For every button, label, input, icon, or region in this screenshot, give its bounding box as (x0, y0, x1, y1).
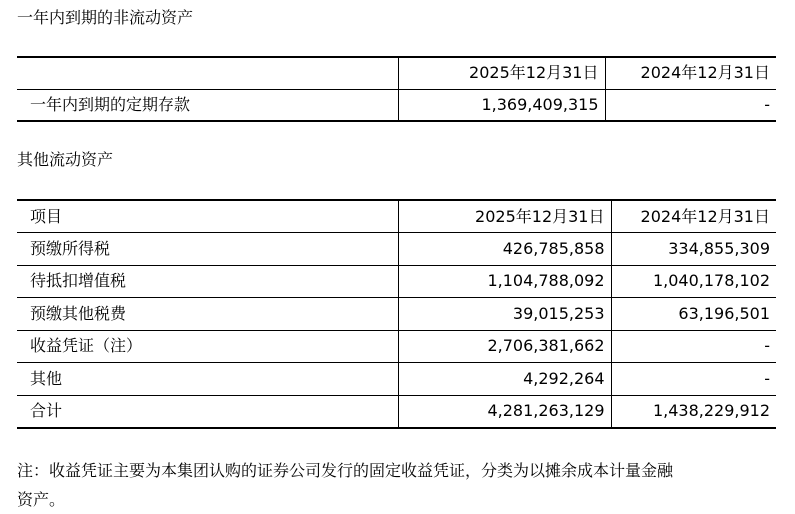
header-cell-2024: 2024年12月31日 (605, 57, 776, 89)
value-2025: 1,104,788,092 (398, 265, 611, 298)
header-cell-2024: 2024年12月31日 (611, 200, 776, 233)
table-row (17, 265, 776, 298)
table-row (17, 233, 776, 266)
value-2024: - (605, 89, 776, 121)
table-header-row (17, 57, 776, 89)
row-label: 预缴所得税 (17, 233, 398, 266)
value-2024: - (611, 363, 776, 396)
footnote-line: 资产。 (17, 490, 66, 509)
table-header-row (17, 200, 776, 233)
value-2025: 4,281,263,129 (398, 395, 611, 428)
value-2025: 1,369,409,315 (398, 89, 605, 121)
value-2024: 1,438,229,912 (611, 395, 776, 428)
section-title-noncurrent-assets-due: 一年内到期的非流动资产 (17, 8, 194, 27)
table-row (17, 330, 776, 363)
footnote-line: 注：收益凭证主要为本集团认购的证券公司发行的固定收益凭证，分类为以摊余成本计量金融 (17, 461, 674, 480)
value-2024: 63,196,501 (611, 298, 776, 331)
row-label: 收益凭证（注） (17, 330, 398, 363)
footnote (17, 456, 782, 514)
row-label: 其他 (17, 363, 398, 396)
table-row (17, 363, 776, 396)
table-row (17, 298, 776, 331)
header-cell-2025: 2025年12月31日 (398, 57, 605, 89)
value-2024: 334,855,309 (611, 233, 776, 266)
row-label: 待抵扣增值税 (17, 265, 398, 298)
value-2025: 39,015,253 (398, 298, 611, 331)
other-current-assets-table (17, 199, 776, 429)
value-2025: 4,292,264 (398, 363, 611, 396)
value-2025: 426,785,858 (398, 233, 611, 266)
table-total-row (17, 395, 776, 428)
value-2024: 1,040,178,102 (611, 265, 776, 298)
row-label: 预缴其他税费 (17, 298, 398, 331)
value-2024: - (611, 330, 776, 363)
noncurrent-assets-due-table (17, 56, 776, 122)
header-cell-item: 项目 (17, 200, 398, 233)
header-cell-item (17, 57, 398, 89)
row-label: 合计 (17, 395, 398, 428)
row-label: 一年内到期的定期存款 (17, 89, 398, 121)
value-2025: 2,706,381,662 (398, 330, 611, 363)
table-row (17, 89, 776, 121)
section-title-other-current-assets: 其他流动资产 (17, 150, 114, 169)
header-cell-2025: 2025年12月31日 (398, 200, 611, 233)
